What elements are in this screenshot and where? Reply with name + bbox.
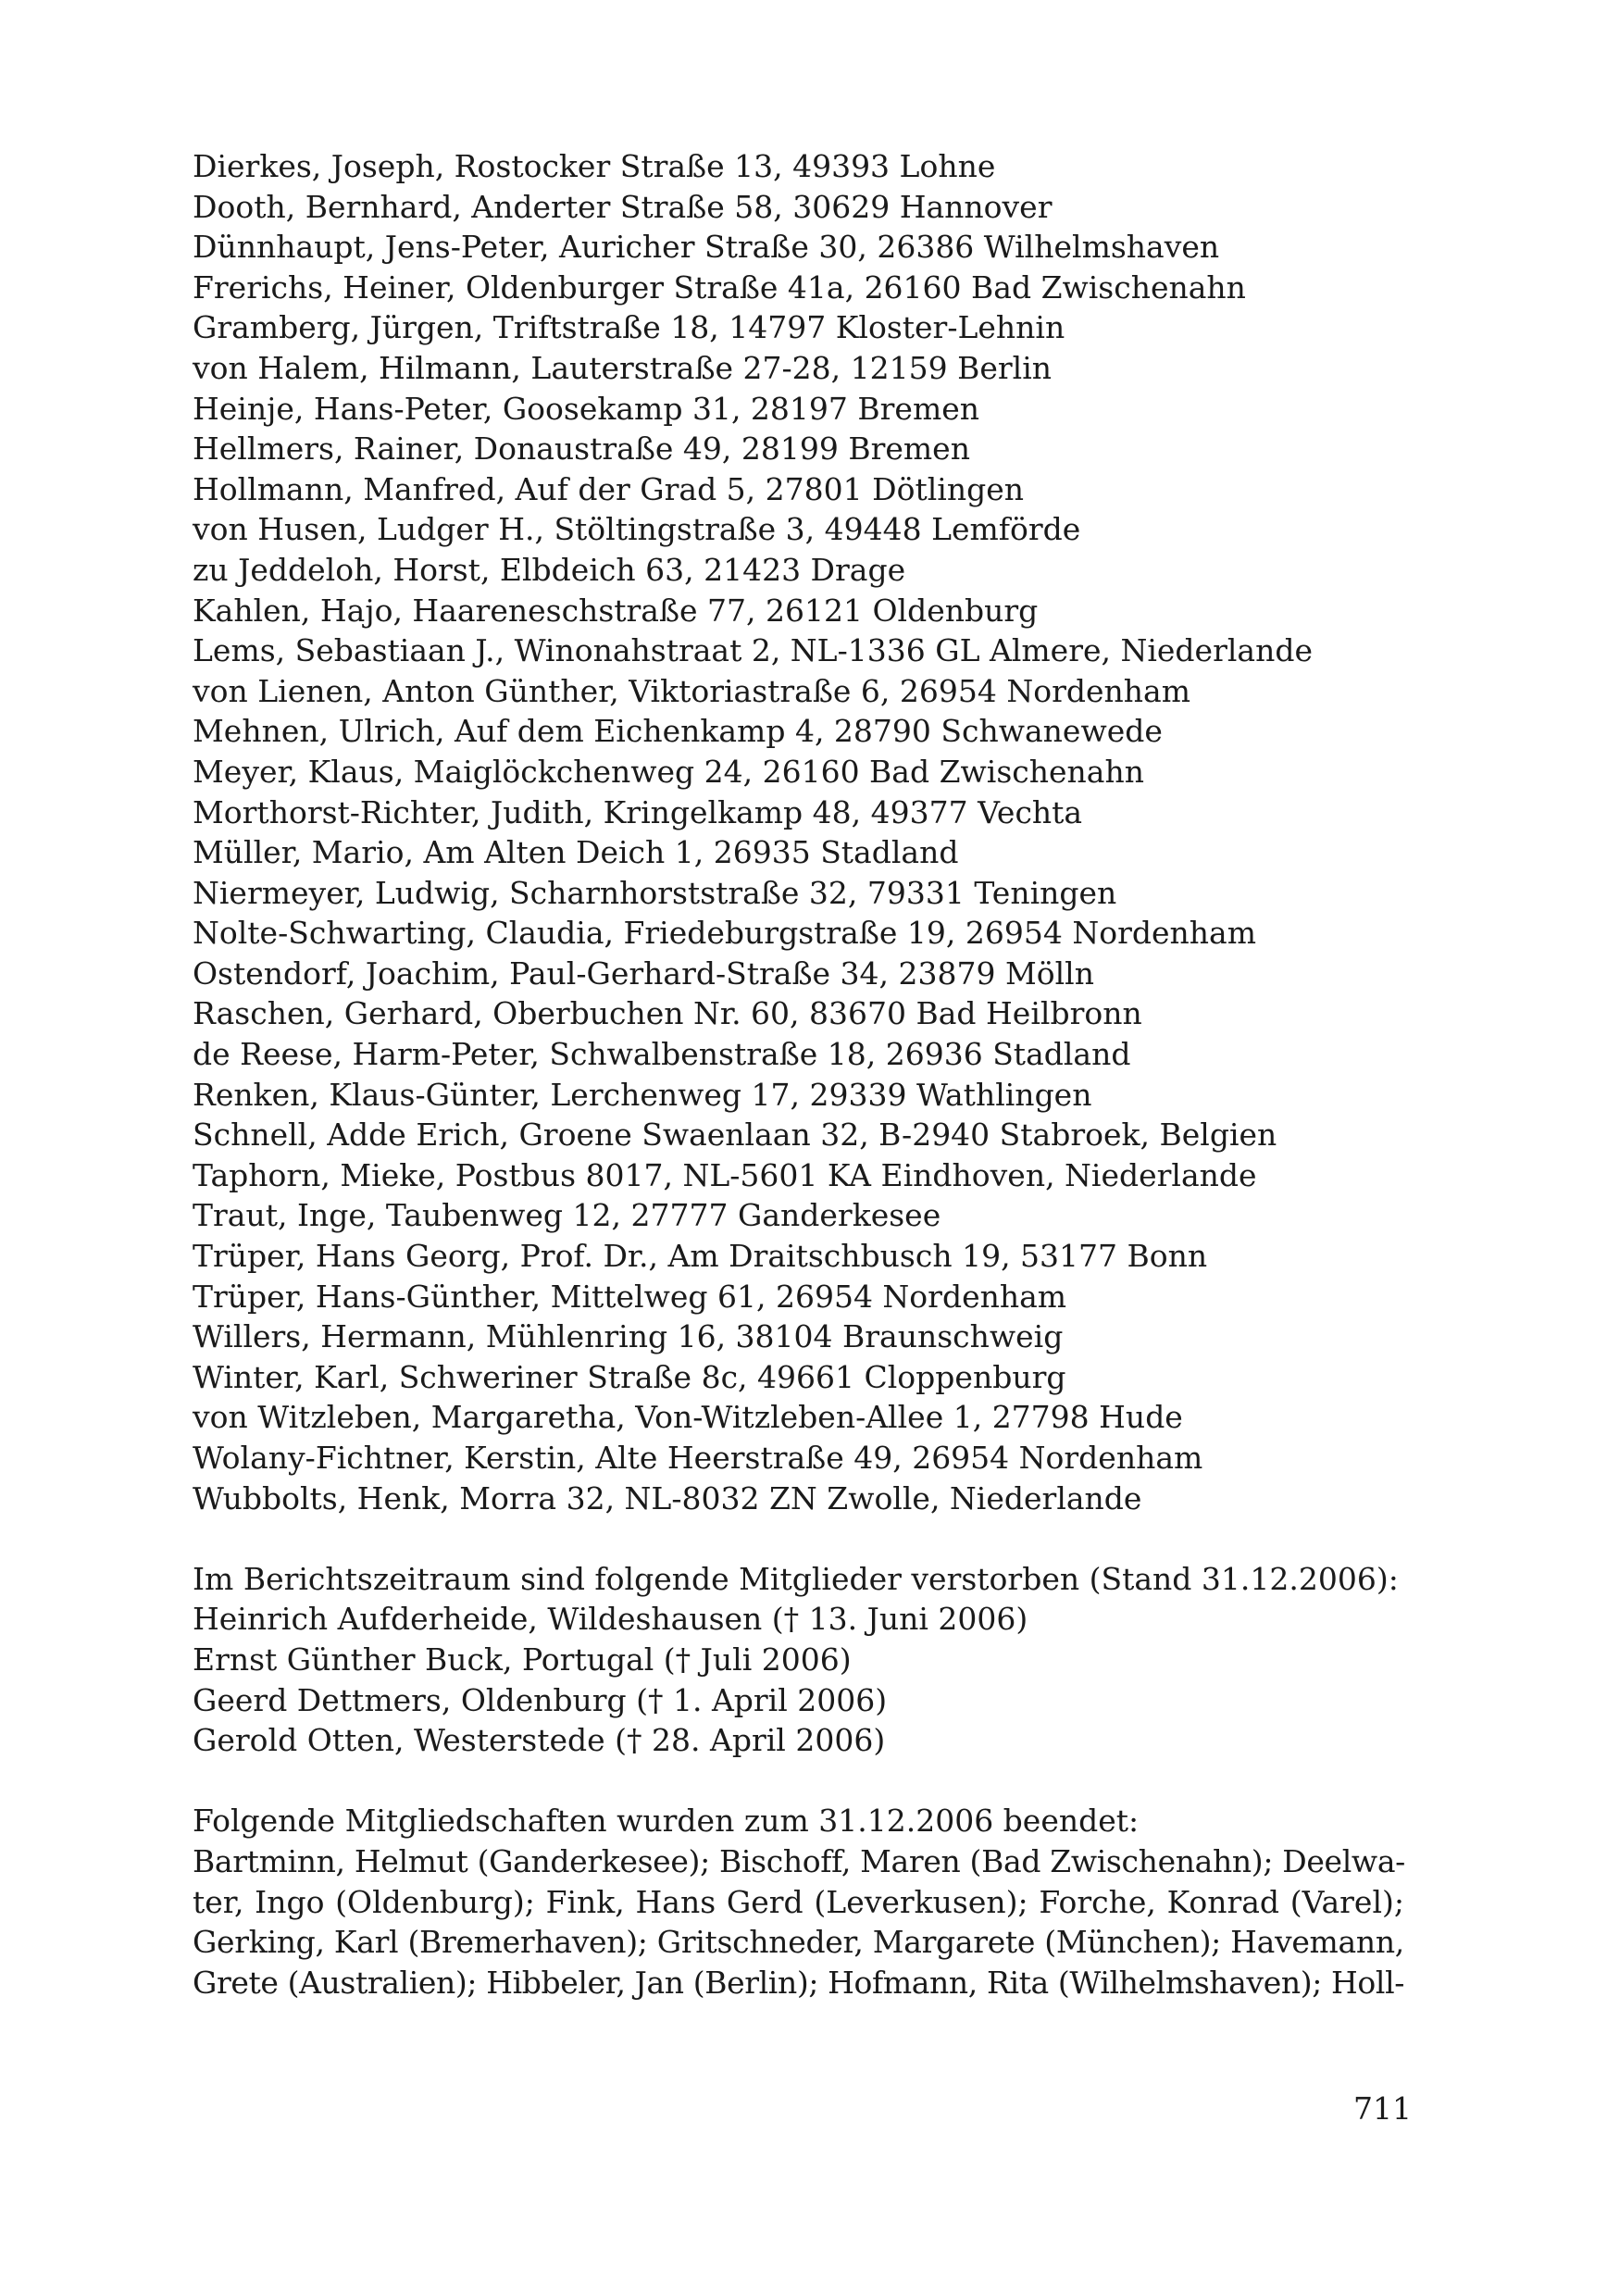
ended-line: Bartminn, Helmut (Ganderkesee); Bischoff, Maren (Bad Zwischenahn); Deelwa- <box>193 1842 1405 1879</box>
member-entry: Hellmers, Rainer, Donaustraße 49, 28199 Bremen <box>193 430 970 468</box>
member-entry: Raschen, Gerhard, Oberbuchen Nr. 60, 83670 Bad Heilbronn <box>193 995 1142 1032</box>
member-list <box>193 146 1424 1518</box>
ended-line: Grete (Australien); Hibbeler, Jan (Berlin); Hofmann, Rita (Wilhelmshaven); Holl- <box>193 1964 1404 2001</box>
ended-line: Gerking, Karl (Bremerhaven); Gritschneder, Margarete (München); Havemann, <box>193 1924 1404 1961</box>
ended-line: ter, Ingo (Oldenburg); Fink, Hans Gerd (Leverkusen); Forche, Konrad (Varel); <box>193 1883 1404 1920</box>
member-entry: Dünnhaupt, Jens-Peter, Auricher Straße 30, 26386 Wilhelmshaven <box>193 229 1220 266</box>
member-entry: Dooth, Bernhard, Anderter Straße 58, 30629 Hannover <box>193 188 1053 225</box>
deceased-entry: Heinrich Aufderheide, Wildeshausen († 13. Juni 2006) <box>193 1601 1028 1638</box>
deceased-section <box>193 1559 1424 1761</box>
member-entry: Trüper, Hans Georg, Prof. Dr., Am Draitschbusch 19, 53177 Bonn <box>193 1238 1208 1275</box>
member-entry: Dierkes, Joseph, Rostocker Straße 13, 49393 Lohne <box>193 148 996 184</box>
ended-section <box>193 1801 1424 2003</box>
deceased-entry: Ernst Günther Buck, Portugal († Juli 2006) <box>193 1641 852 1678</box>
ended-heading: Folgende Mitgliedschaften wurden zum 31.12.2006 beendet: <box>193 1803 1140 1840</box>
member-entry: Niermeyer, Ludwig, Scharnhorststraße 32, 79331 Teningen <box>193 874 1117 911</box>
member-entry: von Witzleben, Margaretha, Von-Witzleben-Allee 1, 27798 Hude <box>193 1399 1183 1436</box>
deceased-heading: Im Berichtszeitraum sind folgende Mitglieder verstorben (Stand 31.12.2006): <box>193 1560 1399 1597</box>
member-entry: Lems, Sebastiaan J., Winonahstraat 2, NL-1336 GL Almere, Niederlande <box>193 632 1313 669</box>
member-entry: Wubbolts, Henk, Morra 32, NL-8032 ZN Zwolle, Niederlande <box>193 1479 1142 1516</box>
member-entry: Winter, Karl, Schweriner Straße 8c, 49661 Cloppenburg <box>193 1358 1066 1395</box>
member-entry: Morthorst-Richter, Judith, Kringelkamp 48, 49377 Vechta <box>193 793 1083 830</box>
member-entry: von Lienen, Anton Günther, Viktoriastraße 6, 26954 Nordenham <box>193 672 1190 709</box>
member-entry: Kahlen, Hajo, Haareneschstraße 77, 26121 Oldenburg <box>193 592 1039 629</box>
member-entry: von Halem, Hilmann, Lauterstraße 27-28, 12159 Berlin <box>193 349 1053 386</box>
member-entry: Willers, Hermann, Mühlenring 16, 38104 Braunschweig <box>193 1318 1064 1355</box>
member-entry: Renken, Klaus-Günter, Lerchenweg 17, 29339 Wathlingen <box>193 1076 1092 1113</box>
member-entry: Taphorn, Mieke, Postbus 8017, NL-5601 KA Eindhoven, Niederlande <box>193 1156 1257 1193</box>
member-entry: Gramberg, Jürgen, Triftstraße 18, 14797 Kloster-Lehnin <box>193 309 1065 346</box>
member-entry: Heinje, Hans-Peter, Goosekamp 31, 28197 Bremen <box>193 390 980 427</box>
member-entry: Ostendorf, Joachim, Paul-Gerhard-Straße 34, 23879 Mölln <box>193 955 1094 992</box>
deceased-list <box>193 1599 1424 1760</box>
deceased-entry: Gerold Otten, Westerstede († 28. April 2006) <box>193 1722 886 1759</box>
member-entry: Meyer, Klaus, Maiglöckchenweg 24, 26160 Bad Zwischenahn <box>193 753 1144 790</box>
page-number: 711 <box>1353 2090 1412 2127</box>
deceased-entry: Geerd Dettmers, Oldenburg († 1. April 2006) <box>193 1681 888 1718</box>
member-entry: Hollmann, Manfred, Auf der Grad 5, 27801 Dötlingen <box>193 470 1024 507</box>
member-entry: Trüper, Hans-Günther, Mittelweg 61, 26954 Nordenham <box>193 1278 1067 1315</box>
member-entry: Wolany-Fichtner, Kerstin, Alte Heerstraße 49, 26954 Nordenham <box>193 1440 1203 1476</box>
member-entry: Traut, Inge, Taubenweg 12, 27777 Ganderkesee <box>193 1197 941 1234</box>
member-entry: zu Jeddeloh, Horst, Elbdeich 63, 21423 Drage <box>193 551 906 588</box>
member-entry: Schnell, Adde Erich, Groene Swaenlaan 32, B-2940 Stabroek, Belgien <box>193 1117 1277 1154</box>
member-entry: Nolte-Schwarting, Claudia, Friedeburgstraße 19, 26954 Nordenham <box>193 915 1256 952</box>
member-entry: Mehnen, Ulrich, Auf dem Eichenkamp 4, 28790 Schwanewede <box>193 713 1163 750</box>
member-entry: Müller, Mario, Am Alten Deich 1, 26935 Stadland <box>193 834 959 871</box>
member-entry: de Reese, Harm-Peter, Schwalbenstraße 18, 26936 Stadland <box>193 1036 1131 1073</box>
member-entry: Frerichs, Heiner, Oldenburger Straße 41a, 26160 Bad Zwischenahn <box>193 268 1246 306</box>
ended-paragraph <box>193 1841 1424 2003</box>
member-entry: von Husen, Ludger H., Stöltingstraße 3, 49448 Lemförde <box>193 511 1081 548</box>
page-content <box>193 146 1424 2003</box>
